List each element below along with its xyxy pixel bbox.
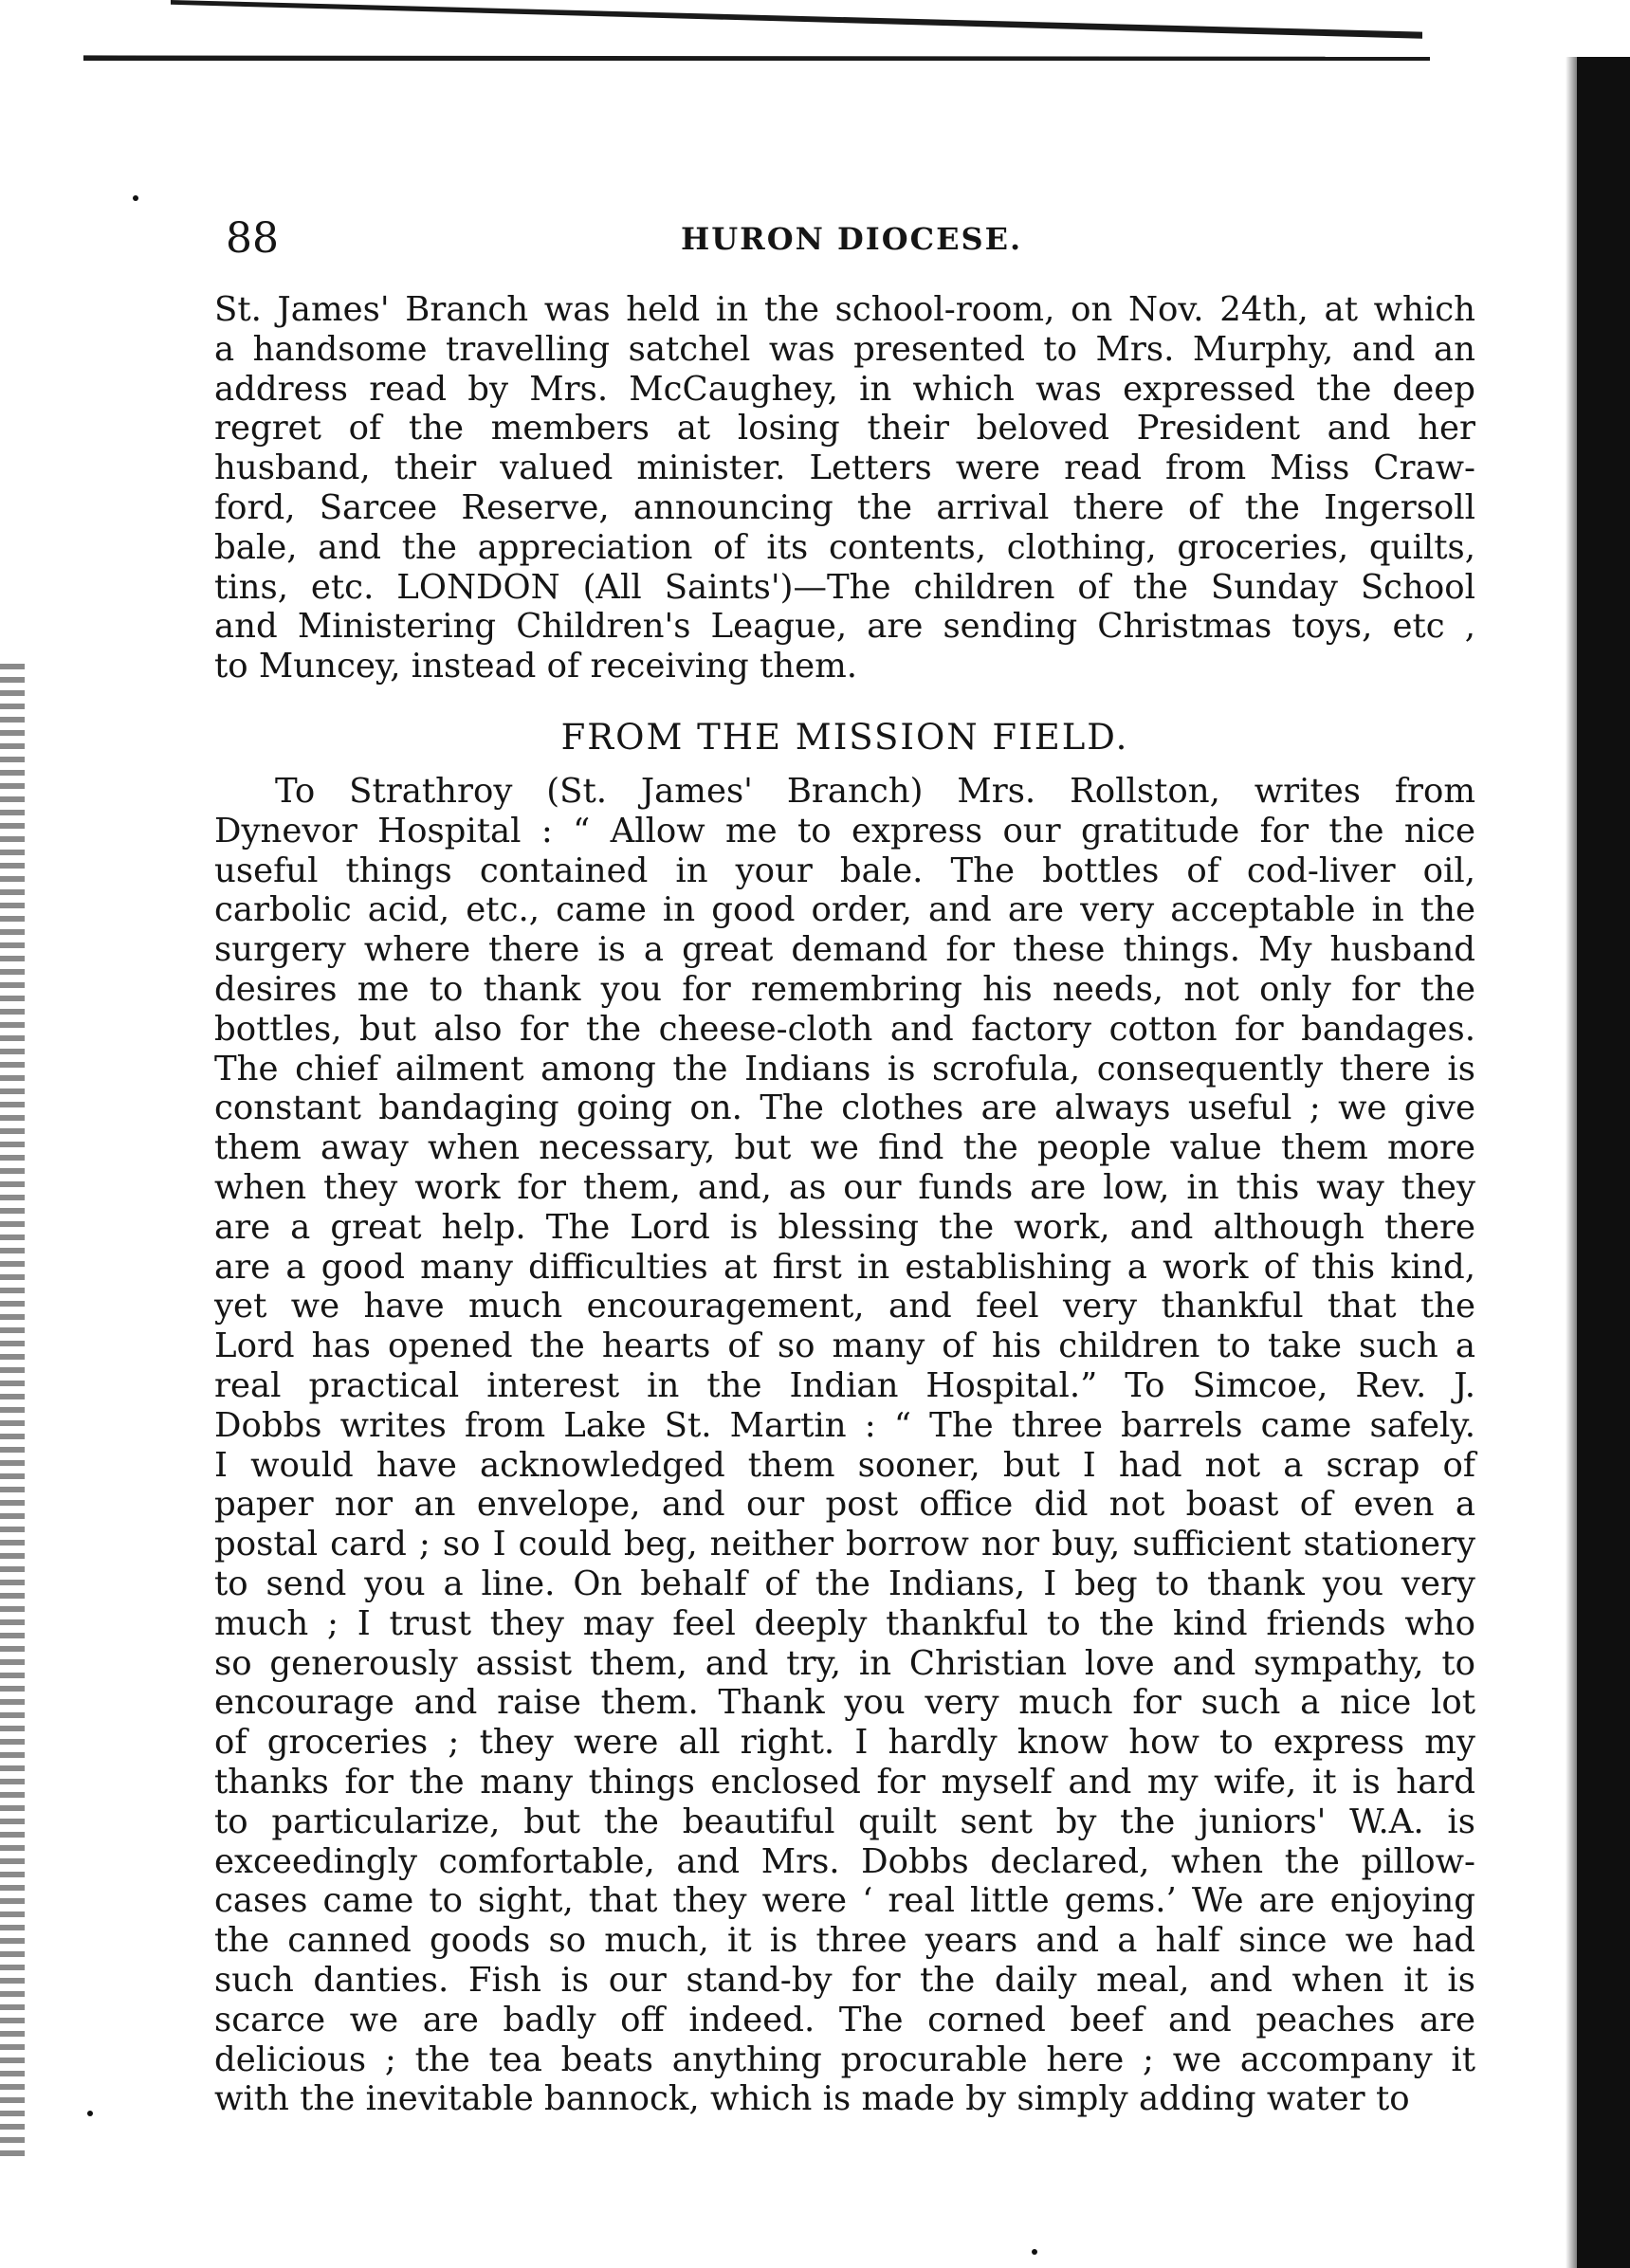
text-line: a handsome travelling satchel was presented to Mrs. Murphy, and an (214, 329, 1475, 369)
text-line: are a good many difficulties at first in establishing a work of this kind, (214, 1247, 1475, 1287)
text-line: husband, their valued minister. Letters were read from Miss Craw- (214, 448, 1475, 488)
text-line: bale, and the appreciation of its contents, clothing, groceries, quilts, (214, 527, 1475, 567)
text-line: useful things contained in your bale. The bottles of cod-liver oil, (214, 850, 1475, 890)
text-line: St. James' Branch was held in the school-room, on Nov. 24th, at which (214, 290, 1475, 329)
text-line: paper nor an envelope, and our post office did not boast of even a (214, 1485, 1475, 1525)
text-line: are a great help. The Lord is blessing the work, and although there (214, 1207, 1475, 1247)
text-line: Dobbs writes from Lake St. Martin : “ The three barrels came safely. (214, 1405, 1475, 1445)
text-line: desires me to thank you for remembring his needs, not only for the (214, 969, 1475, 1009)
text-line: with the inevitable bannock, which is made by simply adding water to (214, 2079, 1410, 2119)
text-line: postal card ; so I could beg, neither borrow nor buy, sufficient stationery (214, 1525, 1475, 1564)
text-line: Dynevor Hospital : “ Allow me to express our gratitude for the nice (214, 811, 1475, 850)
text-line: tins, etc. LONDON (All Saints')—The children of the Sunday School (214, 567, 1475, 607)
text-line: of groceries ; they were all right. I hardly know how to express my (214, 1723, 1475, 1763)
scan-streak-top (171, 0, 1422, 46)
text-line: regret of the members at losing their beloved President and her (214, 409, 1475, 448)
scan-shadow-edge (1566, 57, 1577, 2268)
scan-edge-left (0, 664, 25, 2162)
text-line: Lord has opened the hearts of so many of his children to take such a (214, 1326, 1475, 1366)
scan-speck (87, 2111, 93, 2116)
text-line: scarce we are badly off indeed. The corned beef and peaches are (214, 2000, 1475, 2039)
text-line: to Muncey, instead of receiving them. (214, 647, 858, 686)
text-line: the canned goods so much, it is three years and a half since we had (214, 1921, 1475, 1961)
text-line: I would have acknowledged them sooner, but I had not a scrap of (214, 1445, 1475, 1485)
scan-shadow-right (1577, 57, 1630, 2268)
page-header (226, 210, 1515, 267)
text-line: so generously assist them, and try, in Christian love and sympathy, to (214, 1643, 1475, 1683)
page-number: 88 (226, 214, 279, 263)
scan-speck (1032, 2249, 1037, 2255)
text-line: when they work for them, and, as our funds are low, in this way they (214, 1167, 1475, 1207)
section-continued-text (214, 290, 1475, 686)
text-line: exceedingly comfortable, and Mrs. Dobbs declared, when the pillow- (214, 1841, 1475, 1881)
text-line: encourage and raise them. Thank you very much for such a nice lot (214, 1683, 1475, 1723)
text-line: constant bandaging going on. The clothes are always useful ; we give (214, 1088, 1475, 1128)
scan-rule-top (83, 47, 1430, 61)
text-line: to particularize, but the beautiful quilt sent by the juniors' W.A. is (214, 1802, 1475, 1841)
running-head: HURON DIOCESE. (681, 221, 1023, 257)
text-line: The chief ailment among the Indians is scrofula, consequently there is (214, 1049, 1475, 1088)
text-line: thanks for the many things enclosed for myself and my wife, it is hard (214, 1762, 1475, 1802)
text-line: much ; I trust they may feel deeply thankful to the kind friends who (214, 1603, 1475, 1643)
text-line: yet we have much encouragement, and feel very thankful that the (214, 1287, 1475, 1326)
text-line: them away when necessary, but we find the people value them more (214, 1128, 1475, 1168)
text-line: surgery where there is a great demand for these things. My husband (214, 930, 1475, 970)
text-line: real practical interest in the Indian Hospital.” To Simcoe, Rev. J. (214, 1365, 1475, 1405)
text-line: To Strathroy (St. James' Branch) Mrs. Rollston, writes from (275, 772, 1475, 811)
section-heading: FROM THE MISSION FIELD. (560, 717, 1129, 758)
scan-speck (133, 195, 138, 201)
text-line: and Ministering Children's League, are sending Christmas toys, etc , (214, 607, 1475, 647)
section-mission-field-text (214, 772, 1475, 2119)
text-line: address read by Mrs. McCaughey, in which was expressed the deep (214, 369, 1475, 409)
text-line: carbolic acid, etc., came in good order, and are very acceptable in the (214, 890, 1475, 930)
text-line: such danties. Fish is our stand-by for the daily meal, and when it is (214, 1960, 1475, 2000)
text-line: to send you a line. On behalf of the Indians, I beg to thank you very (214, 1564, 1475, 1603)
text-line: ford, Sarcee Reserve, announcing the arrival there of the Ingersoll (214, 487, 1475, 527)
text-line: bottles, but also for the cheese-cloth and factory cotton for bandages. (214, 1009, 1475, 1049)
text-line: cases came to sight, that they were ‘ real little gems.’ We are enjoying (214, 1881, 1475, 1921)
text-line: delicious ; the tea beats anything procurable here ; we accompany it (214, 2039, 1475, 2079)
